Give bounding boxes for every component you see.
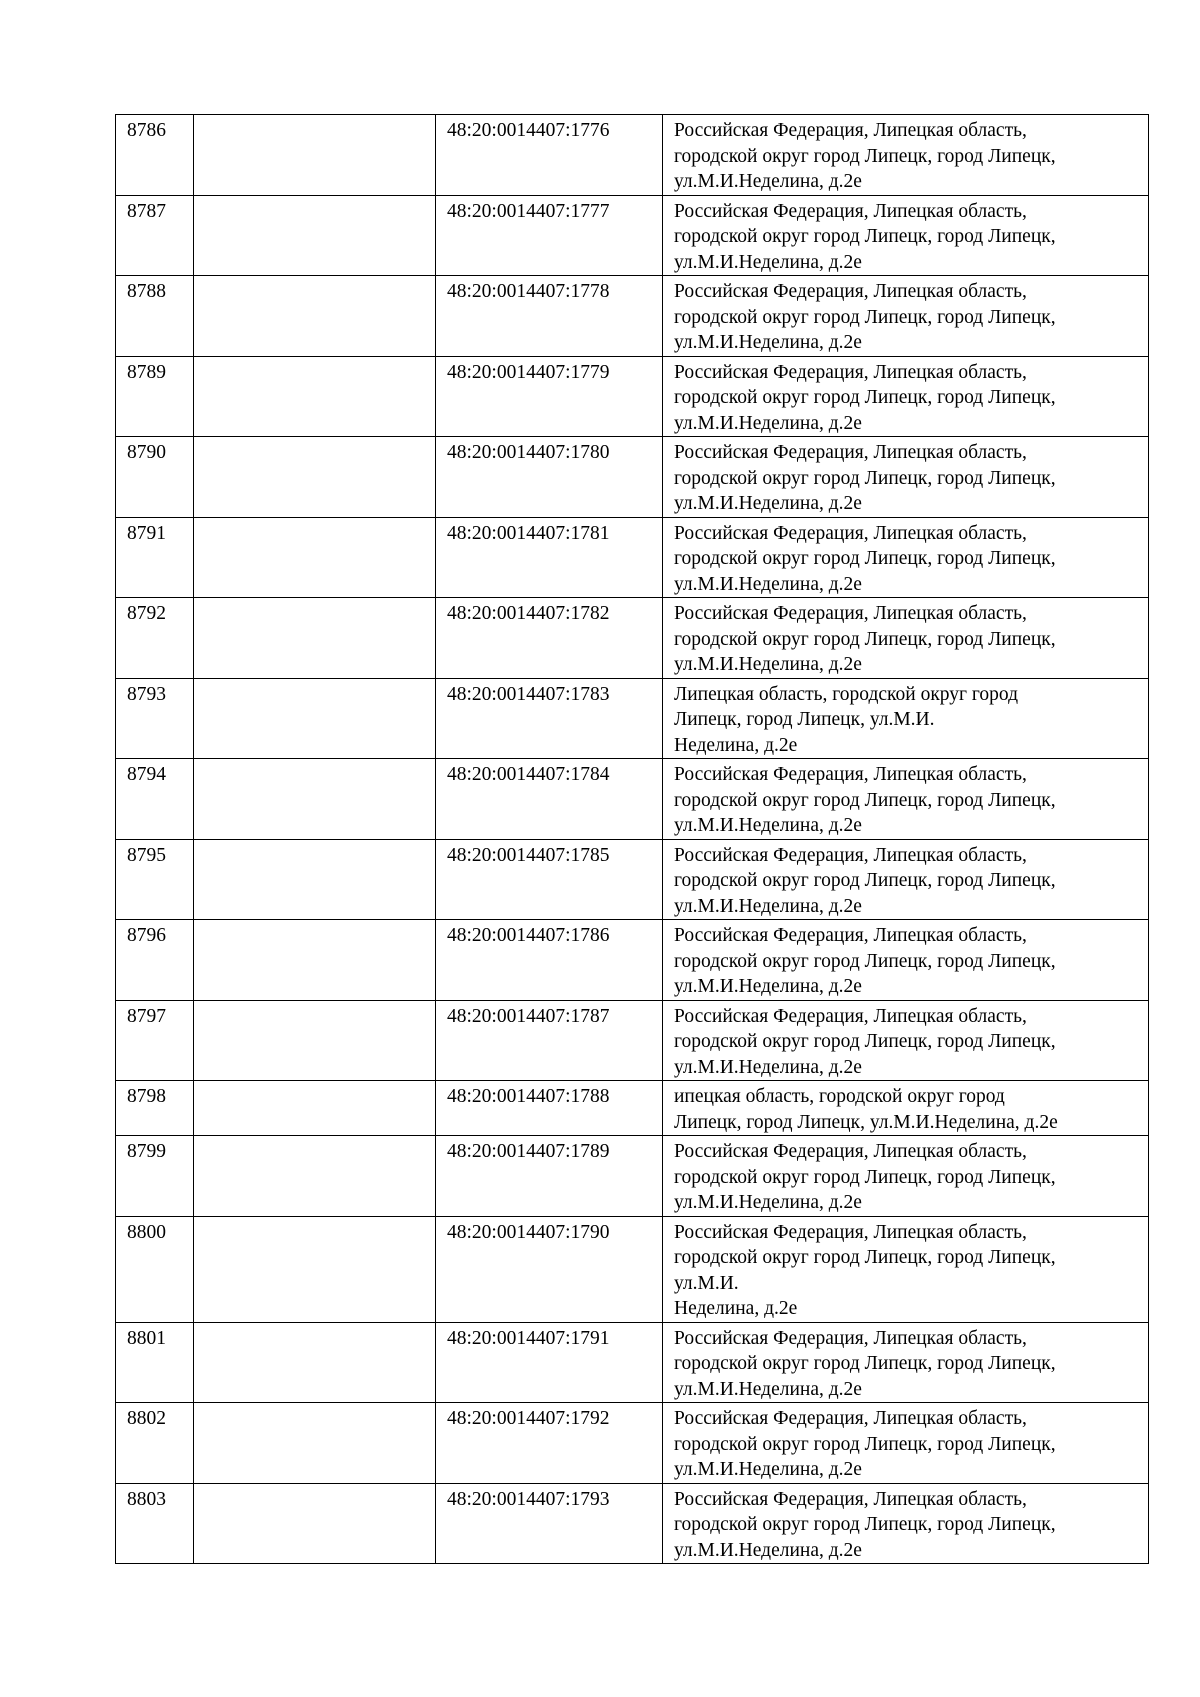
owner-cell [194, 356, 436, 437]
row-number-cell: 8788 [116, 276, 194, 357]
row-number-cell: 8789 [116, 356, 194, 437]
table-row [116, 356, 1149, 437]
row-number-cell: 8791 [116, 517, 194, 598]
owner-cell [194, 839, 436, 920]
row-number-cell: 8796 [116, 920, 194, 1001]
owner-cell [194, 195, 436, 276]
address-line: городской округ город Липецк, город Липецк, [674, 628, 1056, 650]
address-cell [663, 839, 1149, 920]
address-line: Липецк, город Липецк, ул.М.И. [674, 709, 935, 730]
row-number-cell: 8801 [116, 1322, 194, 1403]
table-row [116, 1000, 1149, 1081]
table-row [116, 276, 1149, 357]
address-line: городской округ город Липецк, город Липецк, [674, 306, 1056, 328]
cadastral-number-cell: 48:20:0014407:1781 [436, 517, 663, 598]
address-cell [663, 437, 1149, 518]
address-line: ул.М.И.Неделина, д.2е [674, 171, 862, 192]
cadastral-number-cell: 48:20:0014407:1777 [436, 195, 663, 276]
row-number-cell: 8802 [116, 1403, 194, 1484]
owner-cell [194, 276, 436, 357]
row-number-cell: 8793 [116, 678, 194, 759]
address-line: городской округ город Липецк, город Липецк, [674, 226, 1056, 247]
address-cell [663, 678, 1149, 759]
table-row [116, 1216, 1149, 1322]
row-number-cell: 8786 [116, 115, 194, 196]
cadastral-number-cell: 48:20:0014407:1788 [436, 1081, 663, 1136]
address-line: Липецк, город Липецк, ул.М.И.Неделина, д.2е [674, 1111, 1058, 1133]
address-line: ул.М.И.Неделина, д.2е [674, 251, 862, 273]
row-number-cell: 8799 [116, 1136, 194, 1217]
address-cell [663, 1136, 1149, 1217]
address-line: ул.М.И.Неделина, д.2е [674, 1459, 862, 1480]
row-number-cell: 8792 [116, 598, 194, 679]
address-line: Неделина, д.2е [674, 734, 798, 756]
cadastral-number-cell: 48:20:0014407:1791 [436, 1322, 663, 1403]
table-row [116, 1081, 1149, 1136]
table-row [116, 1483, 1149, 1564]
cadastral-number-cell: 48:20:0014407:1785 [436, 839, 663, 920]
address-line: городской округ город Липецк, город Липецк, [674, 1166, 1056, 1188]
address-line: ул.М.И.Неделина, д.2е [674, 493, 862, 514]
cadastral-number-cell: 48:20:0014407:1776 [436, 115, 663, 196]
address-line: городской округ город Липецк, город Липецк, [674, 870, 1056, 891]
owner-cell [194, 1136, 436, 1217]
address-line: Российская Федерация, Липецкая область, [674, 1408, 1027, 1429]
address-line: Российская Федерация, Липецкая область, [674, 1327, 1027, 1349]
address-cell [663, 356, 1149, 437]
address-cell [663, 598, 1149, 679]
address-line: городской округ город Липецк, город Липецк, [674, 789, 1056, 811]
table-row [116, 678, 1149, 759]
address-line: Российская Федерация, Липецкая область, [674, 603, 1027, 624]
cadastral-number-cell: 48:20:0014407:1786 [436, 920, 663, 1001]
address-cell [663, 759, 1149, 840]
address-line: городской округ город Липецк, город Липецк, [674, 1247, 1056, 1268]
address-line: городской округ город Липецк, город Липецк, [674, 950, 1056, 972]
address-line: Российская Федерация, Липецкая область, [674, 522, 1027, 544]
owner-cell [194, 759, 436, 840]
address-cell [663, 1483, 1149, 1564]
table-row [116, 437, 1149, 518]
row-number-cell: 8800 [116, 1216, 194, 1322]
address-line: Российская Федерация, Липецкая область, [674, 764, 1027, 785]
address-line: ул.М.И.Неделина, д.2е [674, 1378, 862, 1400]
address-line: городской округ город Липецк, город Липецк, [674, 1514, 1056, 1535]
row-number-cell: 8798 [116, 1081, 194, 1136]
table-row [116, 598, 1149, 679]
table-row [116, 1322, 1149, 1403]
registry-table-body [116, 115, 1149, 1564]
owner-cell [194, 1216, 436, 1322]
address-line: Российская Федерация, Липецкая область, [674, 281, 1027, 302]
address-line: городской округ город Липецк, город Липецк, [674, 1353, 1056, 1374]
owner-cell [194, 1081, 436, 1136]
address-line: городской округ город Липецк, город Липецк, [674, 548, 1056, 569]
owner-cell [194, 517, 436, 598]
cadastral-number-cell: 48:20:0014407:1787 [436, 1000, 663, 1081]
address-line: городской округ город Липецк, город Липецк, [674, 145, 1056, 167]
row-number-cell: 8787 [116, 195, 194, 276]
cadastral-number-cell: 48:20:0014407:1789 [436, 1136, 663, 1217]
address-cell [663, 276, 1149, 357]
table-row [116, 195, 1149, 276]
row-number-cell: 8790 [116, 437, 194, 518]
address-line: Неделина, д.2е [674, 1298, 798, 1319]
table-row [116, 1403, 1149, 1484]
address-line: ул.М.И.Неделина, д.2е [674, 815, 862, 836]
address-line: ул.М.И.Неделина, д.2е [674, 412, 862, 434]
address-line: ул.М.И.Неделина, д.2е [674, 1192, 862, 1213]
address-cell [663, 1216, 1149, 1322]
owner-cell [194, 1483, 436, 1564]
address-cell [663, 115, 1149, 196]
address-line: Российская Федерация, Липецкая область, [674, 120, 1027, 141]
address-cell [663, 195, 1149, 276]
address-line: Липецкая область, городской округ город [674, 683, 1019, 705]
address-line: ул.М.И.Неделина, д.2е [674, 895, 862, 917]
owner-cell [194, 1322, 436, 1403]
address-line: городской округ город Липецк, город Липецк, [674, 1433, 1056, 1455]
address-line: Российская Федерация, Липецкая область, [674, 1005, 1027, 1027]
address-line: Российская Федерация, Липецкая область, [674, 442, 1027, 463]
row-number-cell: 8795 [116, 839, 194, 920]
address-line: городской округ город Липецк, город Липецк, [674, 1031, 1056, 1052]
address-line: ул.М.И.Неделина, д.2е [674, 976, 862, 997]
address-line: ул.М.И.Неделина, д.2е [674, 654, 862, 675]
cadastral-number-cell: 48:20:0014407:1792 [436, 1403, 663, 1484]
address-line: Российская Федерация, Липецкая область, [674, 925, 1027, 946]
address-cell [663, 517, 1149, 598]
table-row [116, 517, 1149, 598]
cadastral-number-cell: 48:20:0014407:1778 [436, 276, 663, 357]
cadastral-number-cell: 48:20:0014407:1780 [436, 437, 663, 518]
owner-cell [194, 115, 436, 196]
address-cell [663, 1403, 1149, 1484]
owner-cell [194, 437, 436, 518]
row-number-cell: 8797 [116, 1000, 194, 1081]
address-line: Российская Федерация, Липецкая область, [674, 200, 1027, 222]
owner-cell [194, 920, 436, 1001]
address-line: городской округ город Липецк, город Липецк, [674, 387, 1056, 408]
registry-table [115, 114, 1149, 1564]
address-line: ипецкая область, городской округ город [674, 1086, 1005, 1107]
owner-cell [194, 598, 436, 679]
table-row [116, 115, 1149, 196]
cadastral-number-cell: 48:20:0014407:1793 [436, 1483, 663, 1564]
table-row [116, 920, 1149, 1001]
address-line: Российская Федерация, Липецкая область, [674, 1141, 1027, 1162]
table-row [116, 759, 1149, 840]
owner-cell [194, 1403, 436, 1484]
table-row [116, 1136, 1149, 1217]
address-cell [663, 1000, 1149, 1081]
address-cell [663, 1081, 1149, 1136]
address-line: городской округ город Липецк, город Липецк, [674, 467, 1056, 489]
cadastral-number-cell: 48:20:0014407:1784 [436, 759, 663, 840]
address-line: ул.М.И.Неделина, д.2е [674, 332, 862, 353]
address-line: ул.М.И.Неделина, д.2е [674, 573, 862, 595]
address-line: Российская Федерация, Липецкая область, [674, 844, 1027, 866]
cadastral-number-cell: 48:20:0014407:1782 [436, 598, 663, 679]
address-line: Российская Федерация, Липецкая область, [674, 361, 1027, 383]
address-line: ул.М.И. [674, 1272, 739, 1294]
address-line: ул.М.И.Неделина, д.2е [674, 1056, 862, 1078]
row-number-cell: 8794 [116, 759, 194, 840]
owner-cell [194, 678, 436, 759]
address-line: Российская Федерация, Липецкая область, [674, 1221, 1027, 1243]
cadastral-number-cell: 48:20:0014407:1790 [436, 1216, 663, 1322]
row-number-cell: 8803 [116, 1483, 194, 1564]
address-cell [663, 920, 1149, 1001]
owner-cell [194, 1000, 436, 1081]
cadastral-number-cell: 48:20:0014407:1779 [436, 356, 663, 437]
address-line: Российская Федерация, Липецкая область, [674, 1488, 1027, 1510]
table-row [116, 839, 1149, 920]
address-line: ул.М.И.Неделина, д.2е [674, 1539, 862, 1561]
cadastral-number-cell: 48:20:0014407:1783 [436, 678, 663, 759]
address-cell [663, 1322, 1149, 1403]
